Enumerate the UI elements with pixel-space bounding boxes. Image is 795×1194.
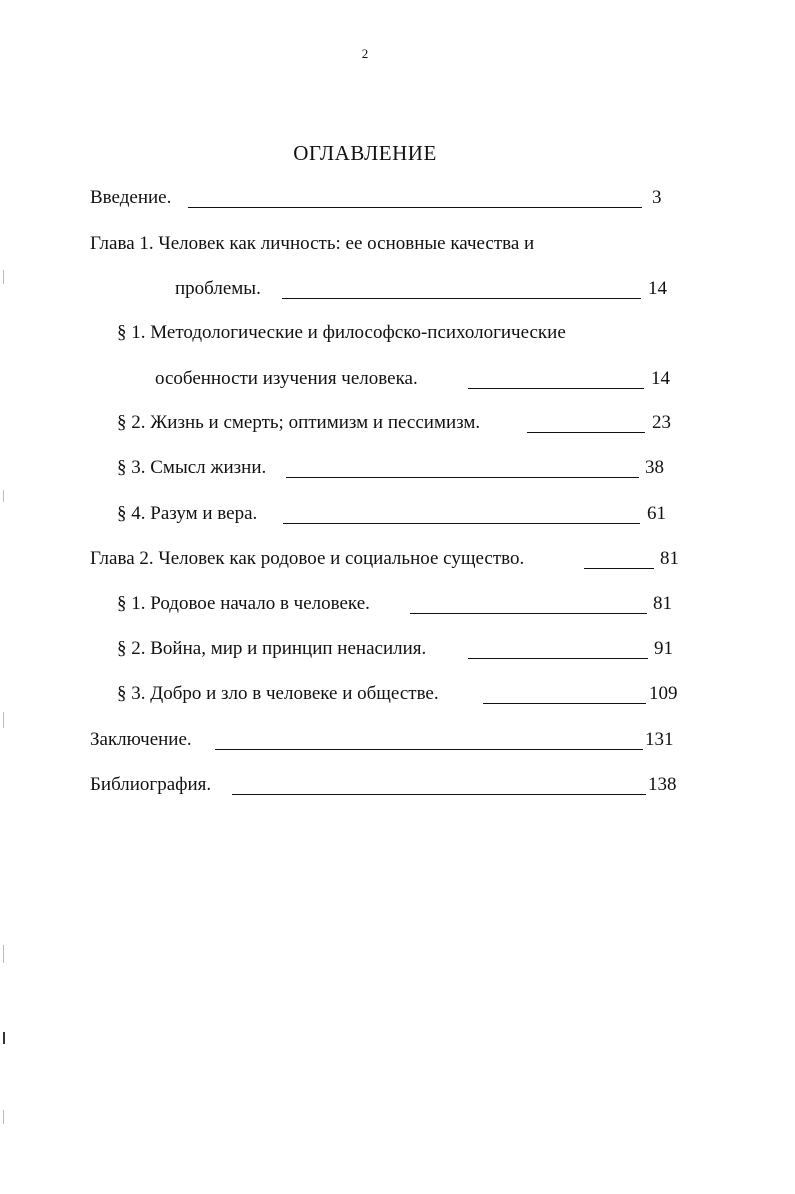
toc-entry <box>175 277 685 301</box>
toc-entry <box>155 367 685 391</box>
toc-entry-text: особенности изучения человека. <box>155 368 418 389</box>
toc-entry-page: 23 <box>652 412 671 433</box>
toc-entry <box>90 547 690 571</box>
scan-mark <box>3 712 4 728</box>
toc-entry-page: 61 <box>647 503 666 524</box>
toc-entry-text: § 1. Родовое начало в человеке. <box>117 593 370 614</box>
toc-leader <box>232 794 646 795</box>
toc-leader <box>215 749 643 750</box>
toc-leader <box>282 298 641 299</box>
scan-mark <box>3 1110 4 1124</box>
toc-leader <box>286 477 639 478</box>
toc-entry-page: 91 <box>654 638 673 659</box>
toc-entry-page: 81 <box>660 548 679 569</box>
toc-entry-page: 138 <box>648 774 677 795</box>
toc-entry-text: Глава 2. Человек как родовое и социальное существо. <box>90 548 525 569</box>
toc-entry-text: § 3. Смысл жизни. <box>117 457 267 478</box>
toc-entry <box>90 728 690 752</box>
toc-entry <box>117 456 687 480</box>
scan-mark <box>3 490 4 502</box>
toc-entry-page: 109 <box>649 683 678 704</box>
toc-leader <box>584 568 654 569</box>
toc-entry <box>117 682 687 706</box>
toc-entry-page: 14 <box>651 368 670 389</box>
page-number: 2 <box>361 46 369 61</box>
toc-entry-text: § 1. Методологические и философско-психологические <box>117 322 566 343</box>
toc-entry-text: Заключение. <box>90 729 192 750</box>
toc-entry-text: Введение. <box>90 187 172 208</box>
scan-mark <box>3 945 4 963</box>
toc-entry-text: § 2. Жизнь и смерть; оптимизм и пессимизм. <box>117 412 481 433</box>
toc-leader <box>527 432 645 433</box>
toc-entry-text: Глава 1. Человек как личность: ее основные качества и <box>90 233 535 254</box>
toc-leader <box>410 613 647 614</box>
toc-entry-page: 14 <box>648 278 667 299</box>
toc-title: ОГЛАВЛЕНИЕ <box>293 141 437 165</box>
toc-entry-text: § 3. Добро и зло в человеке и обществе. <box>117 683 439 704</box>
toc-entry <box>117 637 687 661</box>
toc-entry <box>117 411 687 435</box>
toc-entry <box>90 232 690 256</box>
toc-leader <box>483 703 646 704</box>
toc-entry <box>117 502 687 526</box>
toc-entry-page: 38 <box>645 457 664 478</box>
toc-entry <box>117 592 687 616</box>
toc-leader <box>283 523 640 524</box>
toc-entry <box>117 321 677 345</box>
toc-leader <box>188 207 642 208</box>
toc-leader <box>468 658 648 659</box>
toc-entry-page: 131 <box>645 729 674 750</box>
toc-leader <box>468 388 644 389</box>
toc-entry <box>90 773 690 797</box>
scan-mark <box>3 1032 5 1044</box>
toc-entry-page: 81 <box>653 593 672 614</box>
toc-entry <box>90 186 690 210</box>
toc-entry-text: § 2. Война, мир и принцип ненасилия. <box>117 638 427 659</box>
toc-entry-page: 3 <box>652 187 662 208</box>
toc-entry-text: проблемы. <box>175 278 261 299</box>
toc-entry-text: Библиография. <box>90 774 212 795</box>
scan-mark <box>3 270 4 284</box>
toc-entry-text: § 4. Разум и вера. <box>117 503 258 524</box>
